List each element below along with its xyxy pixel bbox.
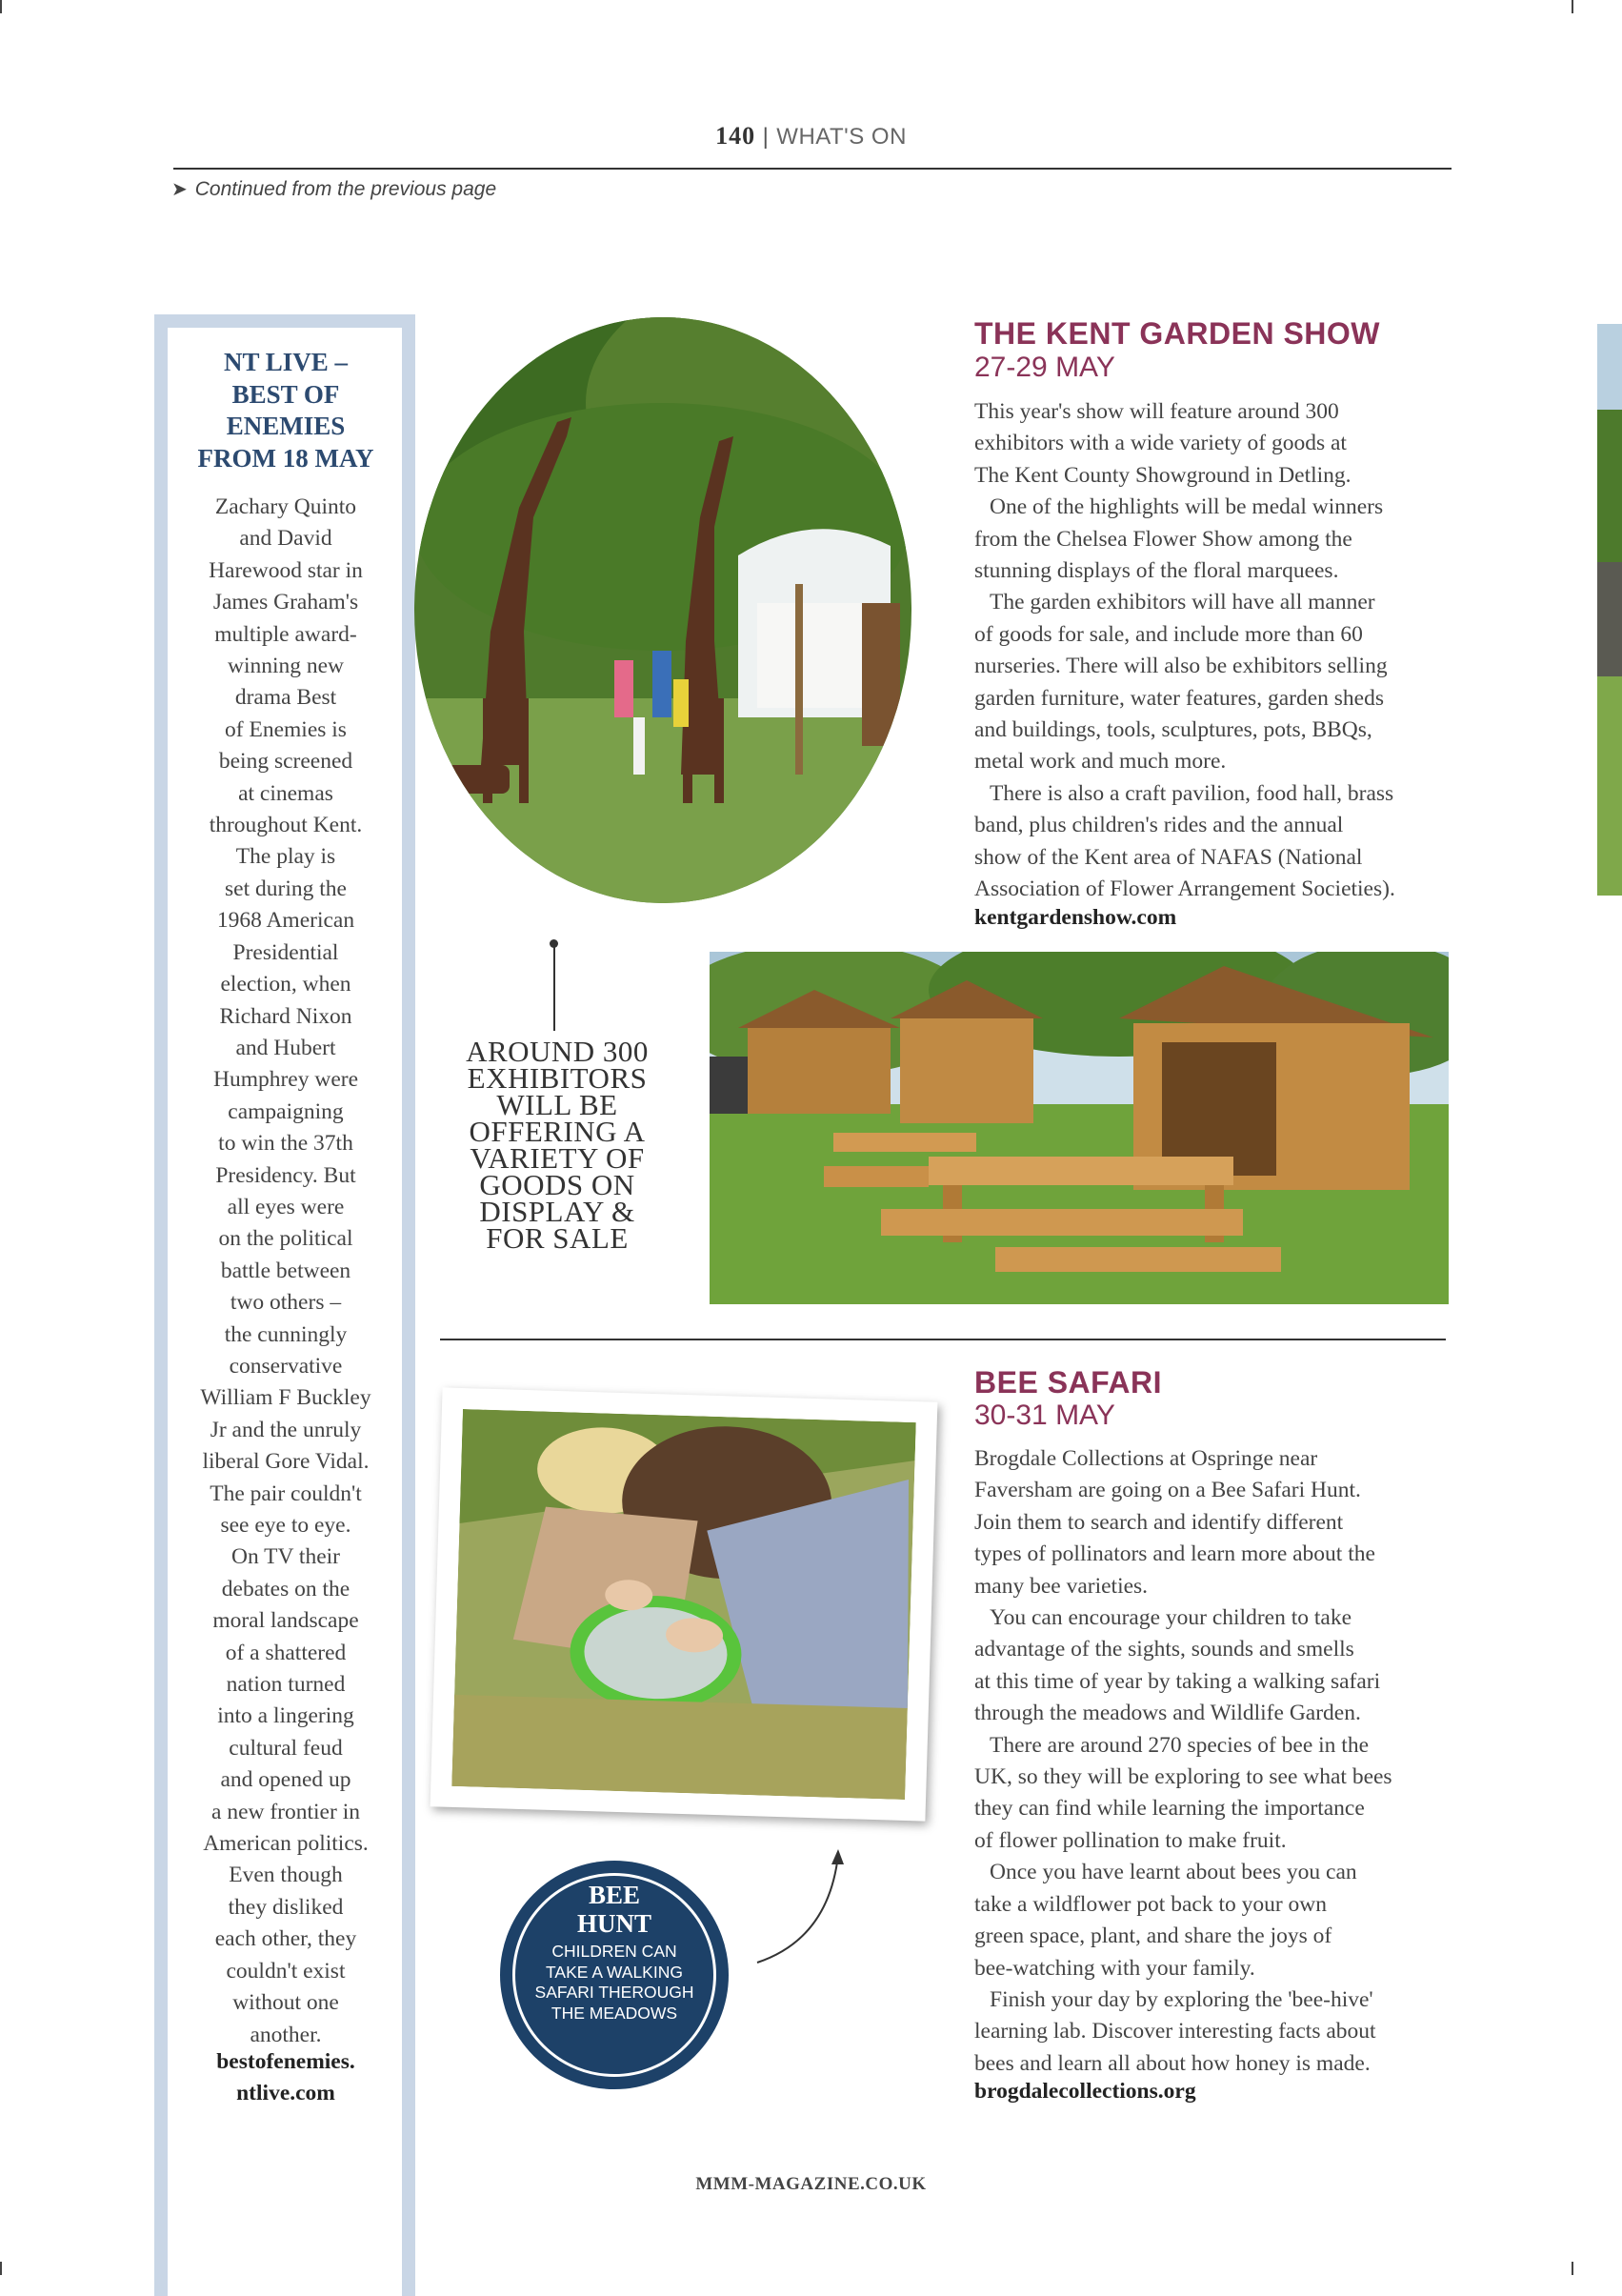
sidebar-body-line: moral landscape xyxy=(212,1608,359,1634)
sidebar-body-line: The play is xyxy=(235,844,336,870)
crop-mark xyxy=(0,0,2,13)
giraffe-photo-art xyxy=(414,317,911,903)
section-divider xyxy=(440,1339,1446,1340)
sidebar-body-line: Presidential xyxy=(232,939,339,965)
article-line: bees and learn all about how honey is made. xyxy=(974,2050,1371,2076)
article-line: Brogdale Collections at Ospringe near xyxy=(974,1446,1318,1471)
badge-title-line: BEE xyxy=(588,1881,641,1909)
header-rule xyxy=(173,168,1452,170)
sidebar-body-line: a new frontier in xyxy=(211,1799,360,1824)
sidebar-body-line: and opened up xyxy=(220,1767,351,1793)
article-line: Finish your day by exploring the 'bee-hive' xyxy=(990,1986,1373,2012)
article-line: band, plus children's rides and the annual xyxy=(974,813,1344,838)
sidebar-body-line: all eyes were xyxy=(227,1194,345,1219)
sidebar-body-line: to win the 37th xyxy=(218,1131,353,1157)
sidebar-title-line: ENEMIES xyxy=(226,412,346,440)
sidebar-title-line: NT LIVE – xyxy=(223,348,349,376)
sidebar-body-line: Presidency. But xyxy=(215,1162,356,1188)
article-line: and buildings, tools, sculptures, pots, BBQs, xyxy=(974,717,1372,743)
sidebar-body-line: throughout Kent. xyxy=(209,813,363,838)
sidebar-body-line: each other, they xyxy=(214,1926,357,1952)
crop-mark xyxy=(1572,0,1573,13)
sidebar-body-line: on the political xyxy=(218,1226,353,1252)
article-line: many bee varieties. xyxy=(974,1573,1149,1599)
article-line: through the meadows and Wildlife Garden. xyxy=(974,1701,1361,1726)
badge-text-line: SAFARI THEROUGH xyxy=(534,1983,694,2002)
sidebar-body-line: battle between xyxy=(220,1258,351,1283)
sidebar-body-line: Humphrey were xyxy=(212,1067,359,1093)
sidebar-body-line: On TV their xyxy=(230,1544,340,1570)
article-line: UK, so they will be exploring to see what bees xyxy=(974,1764,1392,1790)
article-line: of goods for sale, and include more than 60 xyxy=(974,621,1363,647)
sidebar-body-line: without one xyxy=(232,1990,339,2016)
pull-quote-line-text: OFFERING A xyxy=(469,1115,646,1148)
sidebar-body-line: William F Buckley xyxy=(200,1385,371,1411)
pull-quote-line-text: VARIETY OF xyxy=(470,1141,645,1175)
article-paragraph xyxy=(974,1602,1455,1730)
article-line: at this time of year by taking a walking safari xyxy=(974,1668,1381,1694)
article-line: The Kent County Showground in Detling. xyxy=(974,462,1352,488)
sidebar-body-line: The pair couldn't xyxy=(210,1480,362,1506)
giraffe-sculpture-photo xyxy=(414,317,911,903)
article-line: The garden exhibitors will have all manner xyxy=(990,590,1375,615)
sidebar-body-line: and Hubert xyxy=(235,1035,336,1060)
article-line: Faversham are going on a Bee Safari Hunt. xyxy=(974,1478,1361,1503)
article-line: from the Chelsea Flower Show among the xyxy=(974,526,1352,552)
sidebar-body-line: 1968 American xyxy=(216,908,355,934)
sidebar-body-line: cultural feud xyxy=(229,1735,343,1761)
sidebar-body-line: another. xyxy=(250,2022,322,2047)
article-line: You can encourage your children to take xyxy=(990,1605,1352,1631)
pull-quote xyxy=(448,1035,667,1255)
sidebar-body-line: Harewood star in xyxy=(209,557,363,583)
page-header xyxy=(0,122,1622,151)
badge-title-line: HUNT xyxy=(576,1909,651,1938)
bee-safari-link[interactable]: brogdalecollections.org xyxy=(974,2079,1196,2104)
article-line: they can find while learning the importance xyxy=(974,1796,1365,1822)
bee-hunt-photo-art xyxy=(451,1409,916,1800)
arrow-icon: ➤ xyxy=(171,179,188,200)
sidebar-body-line: American politics. xyxy=(203,1831,369,1857)
pull-quote-line-text: WILL BE xyxy=(496,1088,618,1121)
article-line: exhibitors with a wide variety of goods at xyxy=(974,431,1347,456)
sidebar-body-line: debates on the xyxy=(221,1576,350,1601)
bee-hunt-badge-text xyxy=(524,1942,705,2024)
article-paragraph xyxy=(974,1984,1455,2080)
crop-mark xyxy=(1572,2262,1573,2275)
article-paragraph xyxy=(974,778,1455,906)
sidebar-body-line: set during the xyxy=(225,876,347,901)
article-line: of flower pollination to make fruit. xyxy=(974,1827,1287,1853)
pull-quote-line-text: FOR SALE xyxy=(486,1221,629,1255)
sidebar-body-line: campaigning xyxy=(228,1098,344,1124)
curved-arrow-icon xyxy=(752,1843,857,1977)
article-line: advantage of the sights, sounds and smells xyxy=(974,1637,1354,1662)
sidebar-body-line: couldn't exist xyxy=(226,1958,346,1984)
garden-furniture-photo xyxy=(710,952,1449,1304)
sidebar-body-line: they disliked xyxy=(228,1894,344,1920)
article-paragraph xyxy=(974,1443,1455,1602)
pull-quote-line-text: GOODS ON xyxy=(479,1168,635,1201)
sidebar-body-line: liberal Gore Vidal. xyxy=(202,1449,370,1475)
children-bee-hunt-photo xyxy=(431,1387,938,1821)
sidebar-body-line: Zachary Quinto xyxy=(214,494,357,519)
article-paragraph xyxy=(974,1730,1455,1858)
sidebar-body-line: election, when xyxy=(220,972,351,997)
sidebar-title-line: BEST OF xyxy=(231,379,340,409)
sidebar-body-line: of a shattered xyxy=(225,1640,347,1665)
footer-website: MMM-MAGAZINE.CO.UK xyxy=(695,2174,927,2194)
section-title: WHAT'S ON xyxy=(776,124,907,150)
article-line: show of the Kent area of NAFAS (National xyxy=(974,844,1363,870)
badge-text-line: CHILDREN CAN xyxy=(551,1942,677,1961)
kent-garden-show-body xyxy=(974,396,1455,906)
sidebar-body-line: being screened xyxy=(218,749,353,775)
sidebar-body-line: two others – xyxy=(230,1290,342,1316)
sidebar-body-line: and David xyxy=(239,526,332,552)
header-separator: | xyxy=(762,124,770,150)
sidebar-body xyxy=(179,492,392,2051)
bee-hunt-badge-title xyxy=(519,1881,710,1938)
sidebar-link[interactable] xyxy=(179,2046,392,2110)
sidebar-link-line[interactable]: bestofenemies. xyxy=(216,2049,355,2074)
article-line: learning lab. Discover interesting facts about xyxy=(974,2019,1376,2044)
article-line: stunning displays of the floral marquees. xyxy=(974,558,1339,584)
pull-quote-line xyxy=(553,945,555,1031)
article-line: Join them to search and identify different xyxy=(974,1509,1344,1535)
bee-safari-date: 30-31 MAY xyxy=(974,1400,1115,1431)
crop-mark xyxy=(0,2262,2,2275)
article-line: There is also a craft pavilion, food hall, brass xyxy=(990,780,1394,806)
article-line: Once you have learnt about bees you can xyxy=(990,1860,1357,1885)
sidebar-body-line: multiple award- xyxy=(214,621,357,647)
sidebar-title xyxy=(181,347,390,474)
article-line: types of pollinators and learn more about the xyxy=(974,1541,1375,1567)
article-line: Association of Flower Arrangement Societies). xyxy=(974,876,1395,902)
article-line: nurseries. There will also be exhibitors selling xyxy=(974,654,1388,679)
sidebar-body-line: the cunningly xyxy=(224,1321,348,1347)
bee-safari-body xyxy=(974,1443,1455,2080)
pull-quote-line-text: DISPLAY & xyxy=(479,1195,635,1228)
sidebar-body-line: see eye to eye. xyxy=(220,1513,351,1538)
badge-text-line: THE MEADOWS xyxy=(551,2003,678,2023)
bee-safari-title: BEE SAFARI xyxy=(974,1365,1163,1400)
edge-photo-art xyxy=(1597,324,1622,896)
sidebar-body-line: of Enemies is xyxy=(225,716,347,742)
pull-quote-line-text: AROUND 300 xyxy=(466,1035,649,1068)
edge-photo xyxy=(1597,324,1622,896)
sidebar-body-line: winning new xyxy=(227,654,345,679)
pull-quote-line-text: EXHIBITORS xyxy=(467,1061,648,1095)
kent-garden-show-link[interactable]: kentgardenshow.com xyxy=(974,905,1177,930)
article-line: This year's show will feature around 300 xyxy=(974,399,1339,424)
article-line: metal work and much more. xyxy=(974,749,1227,775)
article-line: bee-watching with your family. xyxy=(974,1955,1255,1981)
article-paragraph xyxy=(974,1857,1455,1984)
sidebar-body-line: into a lingering xyxy=(217,1703,354,1729)
sidebar-link-line[interactable]: ntlive.com xyxy=(236,2081,335,2106)
article-line: take a wildflower pot back to your own xyxy=(974,1891,1328,1917)
sidebar-body-line: nation turned xyxy=(226,1672,346,1698)
continued-text: Continued from the previous page xyxy=(194,178,497,200)
sidebar-body-line: Richard Nixon xyxy=(219,1003,352,1029)
sidebar-body-line: conservative xyxy=(229,1353,343,1379)
sidebar-body-line: at cinemas xyxy=(238,780,333,806)
article-line: green space, plant, and share the joys of xyxy=(974,1923,1332,1949)
article-paragraph xyxy=(974,587,1455,777)
kent-garden-show-title: THE KENT GARDEN SHOW xyxy=(974,316,1380,351)
article-paragraph xyxy=(974,492,1455,587)
continued-note xyxy=(171,177,496,201)
article-paragraph xyxy=(974,396,1455,492)
sidebar-body-line: James Graham's xyxy=(212,590,359,615)
page-number: 140 xyxy=(715,122,756,150)
article-line: garden furniture, water features, garden sheds xyxy=(974,685,1384,711)
garden-furniture-photo-art xyxy=(710,952,1449,1304)
sidebar-body-line: Even though xyxy=(229,1863,343,1888)
article-line: There are around 270 species of bee in the xyxy=(990,1732,1370,1758)
sidebar-body-line: Jr and the unruly xyxy=(210,1417,362,1442)
sidebar-body-line: drama Best xyxy=(234,685,337,711)
sidebar-title-line: FROM 18 MAY xyxy=(197,443,374,473)
badge-text-line: TAKE A WALKING xyxy=(546,1962,683,1982)
kent-garden-show-date: 27-29 MAY xyxy=(974,352,1115,383)
article-line: One of the highlights will be medal winners xyxy=(990,494,1384,520)
